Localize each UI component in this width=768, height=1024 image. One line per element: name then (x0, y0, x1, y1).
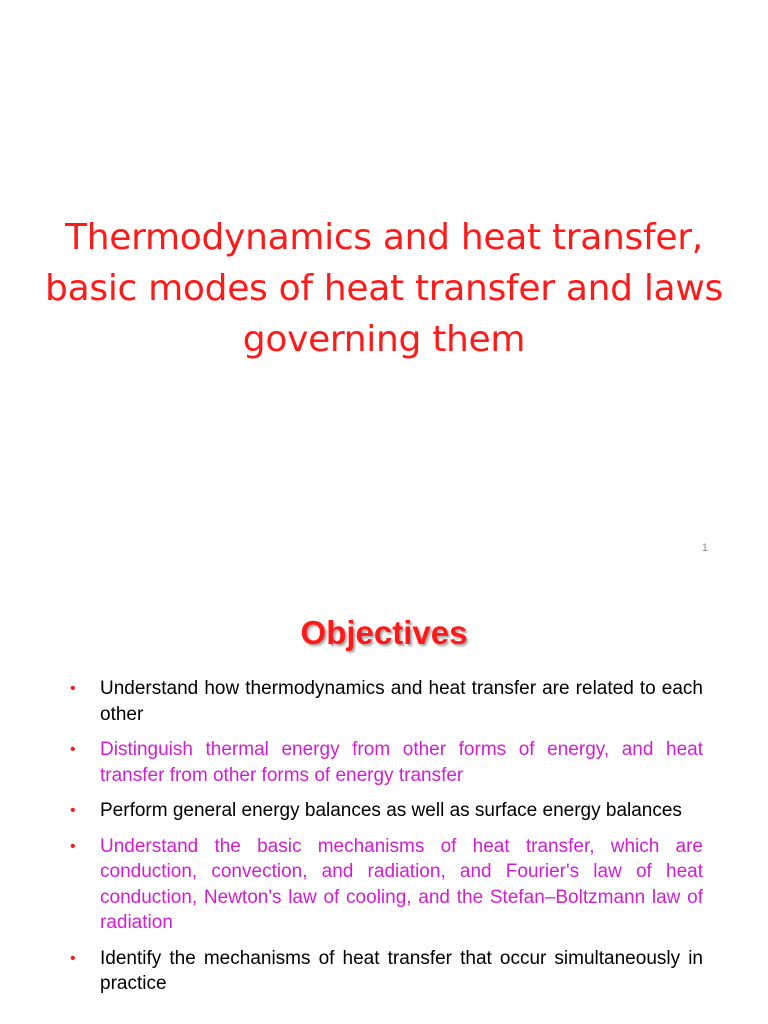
list-item (68, 798, 703, 824)
list-item (68, 946, 703, 997)
list-item (68, 834, 703, 936)
slide-title: Thermodynamics and heat transfer, basic modes of heat transfer and laws governing them (45, 217, 723, 360)
bullet-icon: • (70, 837, 76, 855)
bullet-icon: • (70, 741, 76, 758)
bullet-icon: • (70, 802, 76, 819)
bullet-icon: • (70, 949, 76, 967)
objectives-slide (0, 576, 768, 1024)
bullet-text: Understand the basic mechanisms of heat transfer, which are conduction, convection, and radiation, and Fourier's law of heat conduction, Newton's law of cooling, and the Stefan–Boltzmann law of radiation (100, 835, 703, 933)
objectives-heading: Objectives (300, 614, 468, 651)
slide-number: 1 (701, 542, 708, 554)
bullet-text: Perform general energy balances as well as surface energy balances (100, 800, 682, 821)
list-item (68, 737, 703, 788)
bullet-text: Distinguish thermal energy from other forms of energy, and heat transfer from other forms of energy transfer (100, 739, 703, 786)
bullet-text: Understand how thermodynamics and heat transfer are related to each other (100, 678, 703, 725)
list-item (68, 676, 703, 727)
objectives-list (68, 676, 703, 1007)
bullet-icon: • (70, 680, 76, 697)
bullet-text: Identify the mechanisms of heat transfer that occur simultaneously in practice (100, 947, 703, 994)
